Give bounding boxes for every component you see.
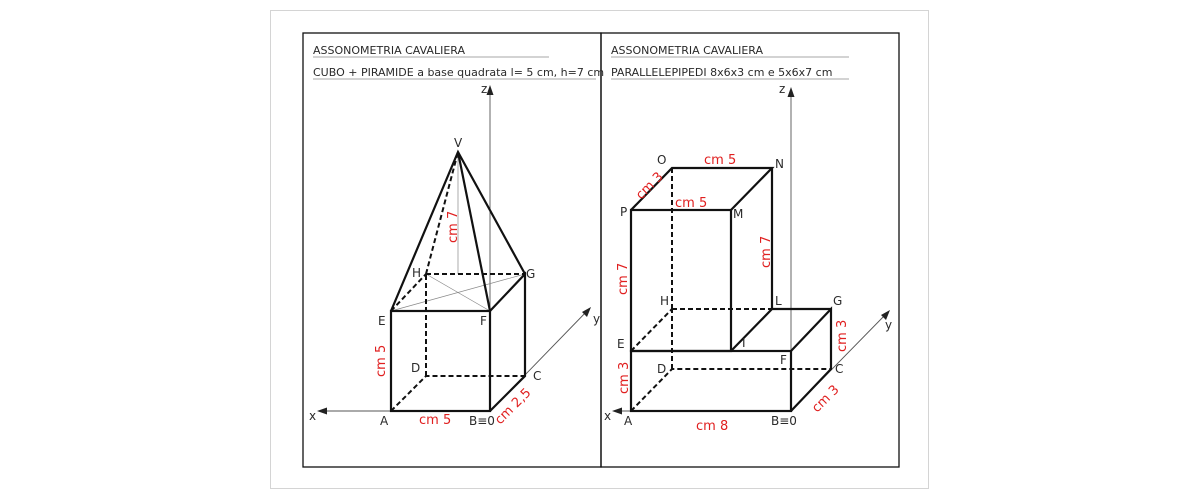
left-point-e: E [378,314,386,328]
left-diagonal-fh [426,274,490,311]
right-dim-ae: cm 3 [617,361,632,394]
drawing-sheet [270,10,929,489]
left-point-h: H [412,266,422,280]
left-subtitle: CUBO + PIRAMIDE a base quadrata l= 5 cm, h=7 cm [313,66,605,79]
left-x-arrow [317,408,327,415]
right-z-arrow [788,87,795,97]
right-dim-gc: cm 3 [835,319,850,352]
right-point-f: F [780,353,787,367]
left-dim-ab: cm 5 [419,413,452,428]
left-panel [309,44,604,428]
left-axis-y-label: y [593,312,601,326]
left-panel-frame [303,33,601,467]
right-axis-z-label: z [779,82,786,96]
right-panel [604,44,892,434]
right-point-m: M [733,207,744,221]
right-point-d: D [657,362,667,376]
right-point-b: B≡0 [771,414,797,428]
left-axis-x-label: x [309,409,317,423]
left-point-c: C [533,369,542,383]
left-title: ASSONOMETRIA CAVALIERA [313,44,465,57]
left-point-v: V [454,136,463,150]
left-point-d: D [411,361,421,375]
right-point-p: P [620,205,628,219]
right-point-e: E [617,337,625,351]
right-dim-on: cm 5 [704,153,737,168]
right-dim-ml: cm 7 [759,235,774,268]
left-dim-bc: cm 2,5 [492,385,535,428]
right-dim-ab: cm 8 [696,419,729,434]
left-axis-z-label: z [481,82,488,96]
left-point-g: G [526,267,536,281]
left-y-arrow [582,307,591,317]
right-title: ASSONOMETRIA CAVALIERA [611,44,763,57]
right-lower-box-top-edges [731,309,831,351]
right-dim-pm: cm 5 [675,196,708,211]
left-dim-ae: cm 5 [374,344,389,377]
right-lower-box-front [631,351,791,411]
left-dim-height: cm 7 [446,210,461,243]
left-point-a: A [380,414,389,428]
right-axis-x-label: x [604,409,612,423]
right-point-g: G [833,294,843,308]
right-hidden-edge-eh [631,309,672,351]
right-point-l: L [775,294,782,308]
right-dim-po: cm 3 [633,169,667,203]
right-point-a: A [624,414,633,428]
left-pyramid-edge-fv [458,152,490,311]
left-point-f: F [480,314,487,328]
left-z-arrow [487,85,494,95]
right-dim-pe: cm 7 [616,262,631,295]
left-point-b: B≡0 [469,414,495,428]
right-axis-y-label: y [885,318,893,332]
right-point-c: C [835,362,844,376]
right-point-i: I [742,336,746,350]
right-tall-box-front [631,210,731,351]
right-dim-bc: cm 3 [809,382,843,416]
right-panel-frame [601,33,899,467]
right-point-o: O [657,153,667,167]
left-cube-front-face [391,311,490,411]
right-x-arrow [612,408,622,415]
right-point-h: H [660,294,670,308]
right-point-n: N [775,157,784,171]
right-subtitle: PARALLELEPIPEDI 8x6x3 cm e 5x6x7 cm [611,66,833,79]
technical-drawing [271,11,930,490]
